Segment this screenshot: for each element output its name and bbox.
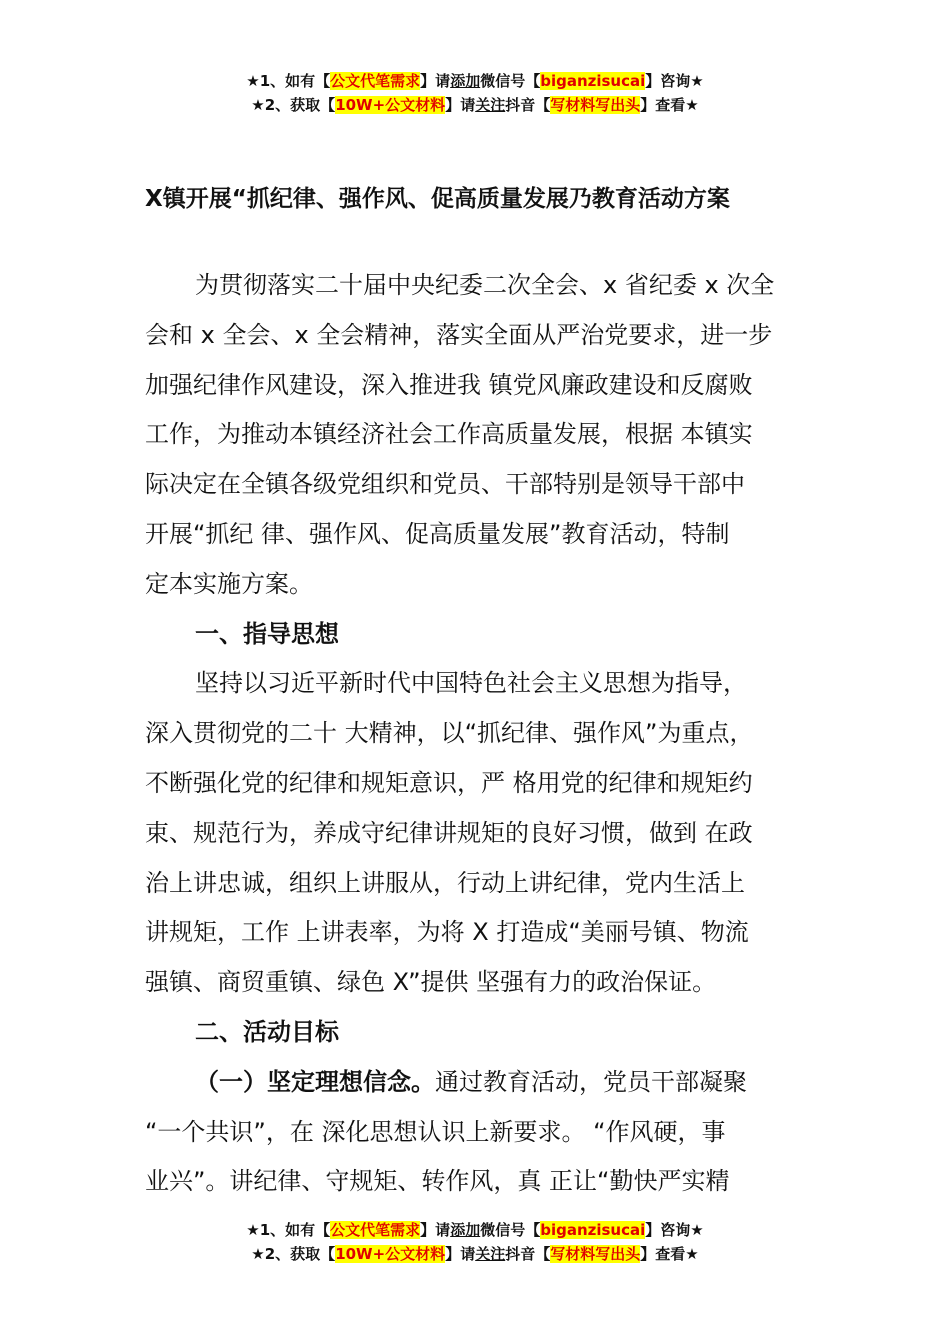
- promo-text: 2、获取【: [264, 96, 336, 114]
- line-text: 定本实施方案。: [145, 569, 313, 598]
- promo-text: 1、如有【: [259, 1221, 331, 1239]
- section-heading: [195, 614, 339, 649]
- line-text: 会和 x 全会、x 全会精神，落实全面从严治党要求，进一步: [145, 320, 773, 349]
- promo-text: ★: [246, 72, 260, 90]
- promo-text: 关注: [475, 1245, 506, 1263]
- promo-text: 添加: [450, 1221, 481, 1239]
- promo-text: 】查看★: [640, 96, 699, 114]
- line-text: 业兴”。讲纪律、守规矩、转作风，真 正让“勤快严实精: [145, 1167, 730, 1196]
- promo-text: 微信号【: [480, 1221, 541, 1239]
- paragraph-line: [195, 1062, 747, 1097]
- paragraph-line: [145, 813, 753, 848]
- promo-text: 添加: [450, 72, 481, 90]
- line-text: 强镇、商贸重镇、绿色 X”提供 坚强有力的政治保证。: [145, 968, 717, 997]
- paragraph-line: [145, 414, 753, 449]
- paragraph-line: [145, 863, 745, 898]
- line-text: 深入贯彻党的二十 大精神，以“抓纪律、强作风”为重点，: [145, 719, 754, 748]
- paragraph-line: [145, 564, 313, 599]
- promo-line: [0, 1242, 950, 1266]
- paragraph-line: [195, 265, 774, 300]
- promo-highlight: 公文代笔需求: [330, 1221, 421, 1239]
- line-text: 工作，为推动本镇经济社会工作高质量发展，根据 本镇实: [145, 420, 753, 449]
- promo-text: 抖音【: [505, 1245, 551, 1263]
- line-text: 不断强化党的纪律和规矩意识，严 格用党的纪律和规矩约: [145, 769, 753, 797]
- line-text: 束、规范行为，养成守纪律讲规矩的良好习惯，做到 在政: [145, 818, 753, 847]
- promo-text: 】查看★: [640, 1245, 699, 1263]
- promo-text: ★: [251, 96, 265, 114]
- promo-text: 2、获取【: [264, 1245, 336, 1263]
- line-text: 一、指导思想: [195, 619, 339, 648]
- promo-text: 微信号【: [480, 72, 541, 90]
- promo-text: 抖音【: [505, 96, 551, 114]
- paragraph-line: [145, 912, 749, 947]
- line-text: 为贯彻落实二十届中央纪委二次全会、x 省纪委 x 次全: [195, 271, 775, 299]
- paragraph-line: [145, 763, 753, 798]
- line-text: 讲规矩，工作 上讲表率，为将 X 打造成“美丽号镇、物流: [145, 918, 749, 947]
- promo-text: 】请: [420, 1221, 451, 1239]
- promo-highlight: biganzisucai: [540, 1221, 646, 1239]
- paragraph-line: [195, 663, 747, 698]
- paragraph-line: [145, 1161, 730, 1196]
- line-text: 加强纪律作风建设，深入推进我 镇党风廉政建设和反腐败: [145, 370, 753, 399]
- line-text: 治上讲忠诚，组织上讲服从，行动上讲纪律，党内生活上: [145, 868, 745, 897]
- line-text: 坚持以习近平新时代中国特色社会主义思想为指导，: [195, 669, 747, 698]
- promo-line: [0, 93, 950, 117]
- promo-text: 】请: [445, 1245, 476, 1263]
- paragraph-line: [145, 713, 754, 748]
- paragraph-line: [145, 962, 716, 997]
- promo-highlight: biganzisucai: [540, 72, 646, 90]
- paragraph-line: [145, 464, 745, 499]
- line-text: 二、活动目标: [195, 1018, 339, 1046]
- document-title: X镇开展“抓纪律、强作风、促高质量发展乃教育活动方案: [145, 186, 730, 212]
- promo-text: 】咨询★: [645, 1221, 704, 1239]
- paragraph-line: [145, 315, 772, 350]
- promo-highlight: 10W+公文材料: [335, 1245, 446, 1263]
- promo-text: ★: [246, 1221, 260, 1239]
- promo-line: [0, 1218, 950, 1242]
- promo-text: ★: [251, 1245, 265, 1263]
- promo-highlight: 写材料写出头: [550, 1245, 641, 1263]
- promo-text: 】请: [420, 72, 451, 90]
- subsection-heading: （一）坚定理想信念。: [195, 1067, 435, 1096]
- promo-highlight: 公文代笔需求: [330, 72, 421, 90]
- promo-text: 】咨询★: [645, 72, 704, 90]
- line-text: “一个共识”，在 深化思想认识上新要求。 “作风硬，事: [145, 1117, 726, 1146]
- line-text: 开展“抓纪 律、强作风、促高质量发展”教育活动，特制: [145, 520, 730, 548]
- line-text: 际决定在全镇各级党组织和党员、干部特别是领导干部中: [145, 470, 745, 499]
- promo-text: 1、如有【: [259, 72, 331, 90]
- promo-line: [0, 69, 950, 93]
- promo-text: 】请: [445, 96, 476, 114]
- paragraph-line: [145, 514, 730, 549]
- line-text: 通过教育活动，党员干部凝聚: [435, 1067, 747, 1096]
- promo-text: 关注: [475, 96, 506, 114]
- promo-highlight: 写材料写出头: [550, 96, 641, 114]
- promo-highlight: 10W+公文材料: [335, 96, 446, 114]
- paragraph-line: [145, 1112, 726, 1147]
- paragraph-line: [145, 365, 753, 400]
- section-heading: [195, 1012, 339, 1047]
